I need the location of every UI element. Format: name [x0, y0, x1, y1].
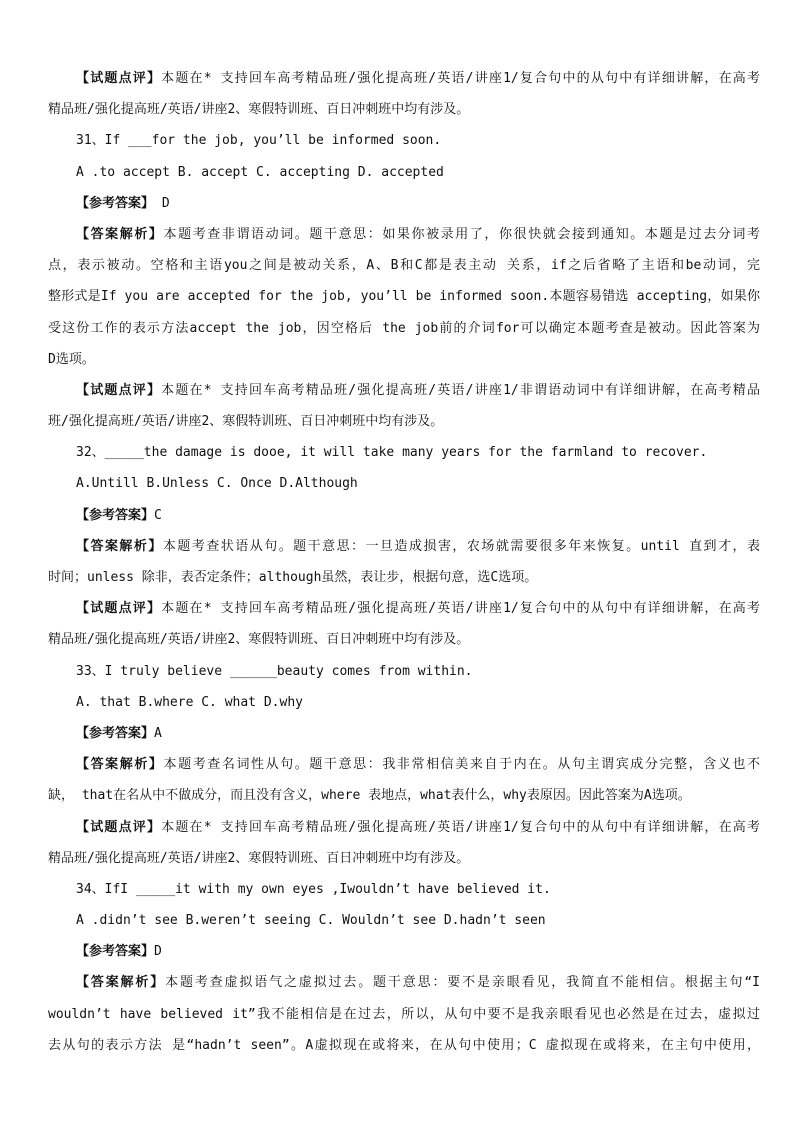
options-31: A .to accept B. accept C. accepting D. accepted — [76, 164, 444, 180]
analysis-label: 【答案解析】 — [76, 226, 164, 242]
answer-34 — [48, 936, 760, 967]
comment-label: 【试题点评】 — [76, 601, 162, 617]
answer-value: D — [154, 195, 170, 211]
analysis-label: 【答案解析】 — [76, 975, 166, 991]
answer-31 — [48, 188, 760, 219]
comment-label: 【试题点评】 — [76, 819, 162, 835]
comment-line: 班/强化提高班/英语/讲座2、寒假特训班、百日冲刺班中均有涉及。 — [48, 414, 444, 430]
analysis-line: 点，表示被动。空格和主语you之间是被动关系，A、B和C都是表主动 关系，if之后省略了主语和be动词，完 — [48, 258, 760, 274]
comment-line: 精品班/强化提高班/英语/讲座2、寒假特训班、百日冲刺班中均有涉及。 — [48, 632, 470, 648]
answer-32 — [48, 500, 760, 531]
analysis-text: 本题考查非谓语动词。题干意思：如果你被录用了，你很快就会接到通知。本题是过去分词考 — [163, 226, 760, 242]
comment-text: 本题在* 支持回车高考精品班/强化提高班/英语/讲座1/复合句中的从句中有详细讲解，在高考 — [161, 71, 760, 86]
question-32: 32、_____the damage is dooe, it will take many years for the farmland to recover. — [76, 445, 708, 461]
answer-label: 【参考答案】 — [76, 944, 155, 960]
comment-line — [48, 63, 760, 94]
analysis-label: 【答案解析】 — [76, 538, 163, 554]
analysis-label: 【答案解析】 — [76, 757, 164, 773]
comment-text: 本题在* 支持回车高考精品班/强化提高班/英语/讲座1/非谓语动词中有详细讲解，在高考精品 — [161, 382, 760, 398]
comment-line: 精品班/强化提高班/英语/讲座2、寒假特训班、百日冲刺班中均有涉及。 — [48, 850, 470, 866]
question-33: 33、I truly believe ______beauty comes from within. — [76, 663, 473, 679]
answer-value: A — [154, 725, 162, 741]
answer-label: 【参考答案】 — [76, 725, 155, 741]
document-page — [48, 63, 760, 1061]
answer-33 — [48, 718, 760, 749]
comment-text: 本题在* 支持回车高考精品班/强化提高班/英语/讲座1/复合句中的从句中有详细讲解，在高考 — [161, 601, 760, 617]
options-32: A.Untill B.Unless C. Once D.Although — [76, 476, 358, 492]
comment-line: 精品班/强化提高班/英语/讲座2、寒假特训班、百日冲刺班中均有涉及。 — [48, 102, 470, 118]
analysis-line — [48, 219, 760, 250]
analysis-line — [48, 749, 760, 780]
answer-label: 【参考答案】 — [76, 195, 155, 211]
analysis-line: 受这份工作的表示方法accept the job，因空格后 the job前的介词for可以确定本题考查是被动。因此答案为 — [48, 320, 760, 336]
options-33: A. that B.where C. what D.why — [76, 694, 303, 710]
analysis-line: 去从句的表示方法 是“hadn’t seen”。A虚拟现在或将来，在从句中使用；C 虚拟现在或将来，在主句中使用， — [48, 1037, 760, 1053]
analysis-line: wouldn’t have believed it”我不能相信是在过去，所以，从句中要不是我亲眼看见也必然是在过去，虚拟过 — [48, 1006, 760, 1022]
analysis-line — [48, 531, 760, 562]
comment-text: 本题在* 支持回车高考精品班/强化提高班/英语/讲座1/复合句中的从句中有详细讲解，在高考 — [161, 819, 760, 835]
analysis-line: 缺， that在名从中不做成分，而且没有含义，where 表地点，what表什么，why表原因。因此答案为A选项。 — [48, 788, 691, 804]
question-31: 31、If ___for the job, you’ll be informed soon. — [76, 133, 442, 149]
comment-line — [48, 812, 760, 843]
comment-label: 【试题点评】 — [76, 382, 162, 398]
answer-value: C — [154, 507, 162, 523]
answer-label: 【参考答案】 — [76, 507, 155, 523]
analysis-text: 本题考查状语从句。题干意思：一旦造成损害，农场就需要很多年来恢复。until 直到才，表 — [162, 538, 760, 554]
options-34: A .didn’t see B.weren’t seeing C. Wouldn’t see D.hadn’t seen — [76, 913, 546, 929]
comment-line — [48, 593, 760, 624]
analysis-line: 时间；unless 除非，表否定条件；although虽然，表让步，根据句意，选C选项。 — [48, 570, 538, 585]
answer-value: D — [154, 944, 162, 960]
question-34: 34、IfI _____it with my own eyes ,Iwouldn’t have believed it. — [76, 881, 551, 897]
analysis-line: D选项。 — [48, 351, 95, 367]
analysis-text: 本题考查名词性从句。题干意思：我非常相信美来自于内在。从句主谓宾成分完整，含义也不 — [163, 757, 760, 773]
comment-label: 【试题点评】 — [76, 71, 162, 86]
analysis-text: 本题考查虚拟语气之虚拟过去。题干意思：要不是亲眼看见，我简直不能相信。根据主句“I — [165, 975, 760, 991]
analysis-line — [48, 967, 760, 998]
analysis-line: 整形式是If you are accepted for the job, you’ll be informed soon.本题容易错选 accepting，如果你 — [48, 289, 760, 305]
comment-line — [48, 375, 760, 406]
